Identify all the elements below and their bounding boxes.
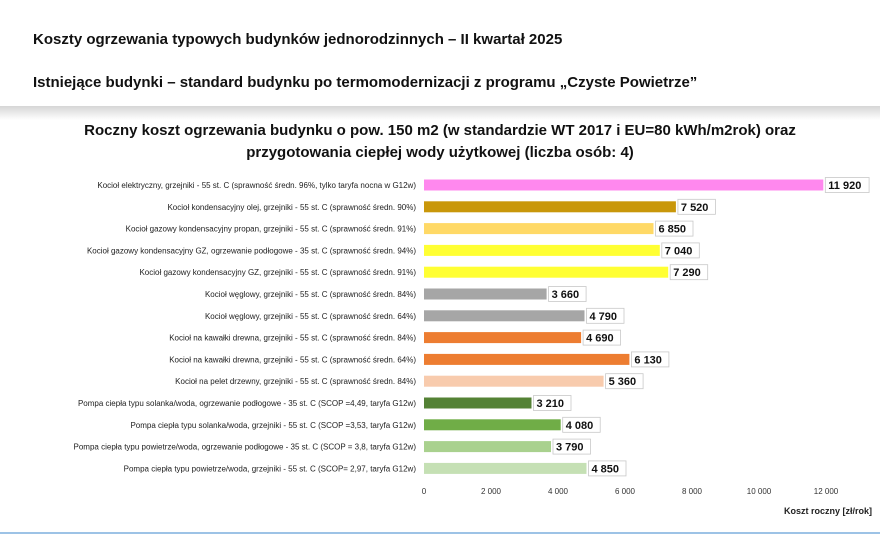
- bar: [424, 441, 551, 452]
- bar: [424, 180, 823, 191]
- x-tick-label: 6 000: [614, 487, 636, 496]
- bar: [424, 332, 581, 343]
- bar: [424, 463, 587, 474]
- x-tick-label: 0: [421, 487, 427, 496]
- category-label: Pompa ciepła typu powietrze/woda, grzejniki - 55 st. C (SCOP= 2,97, taryfa G12w): [123, 464, 416, 474]
- x-tick-label: 10 000: [746, 487, 772, 496]
- category-label: Kocioł węglowy, grzejniki - 55 st. C (sprawność średn. 84%): [204, 290, 416, 299]
- bar: [424, 354, 629, 365]
- bar: [424, 201, 676, 212]
- bar: [424, 419, 561, 430]
- bar: [424, 398, 532, 409]
- page-heading: Koszty ogrzewania typowych budynków jednorodzinnych – II kwartał 2025: [33, 31, 563, 48]
- value-label: 4 850: [591, 463, 620, 476]
- value-label: 11 920: [828, 180, 862, 192]
- bar: [424, 289, 547, 300]
- bar: [424, 245, 660, 256]
- category-label: Kocioł węglowy, grzejniki - 55 st. C (sprawność średn. 64%): [204, 311, 416, 321]
- bar: [424, 376, 604, 387]
- x-axis-label: Koszt roczny [zł/rok]: [784, 506, 873, 516]
- value-label: 3 210: [536, 398, 565, 410]
- category-label: Kocioł na pelet drzewny, grzejniki - 55 st. C (sprawność średn. 84%): [175, 377, 416, 387]
- bar: [424, 223, 654, 234]
- category-label: Kocioł na kawałki drewna, grzejniki - 55 st. C (sprawność średn. 64%): [169, 355, 416, 365]
- value-label: 4 080: [565, 419, 594, 432]
- x-tick-label: 8 000: [681, 487, 703, 496]
- category-label: Pompa ciepła typu powietrze/woda, ogrzewanie podłogowe - 35 st. C (SCOP = 3,8, taryfa G12w): [73, 442, 416, 452]
- category-label: Pompa ciepła typu solanka/woda, ogrzewanie podłogowe - 35 st. C (SCOP =4,49, taryfa G12w): [77, 399, 416, 408]
- value-label: 7 520: [680, 201, 709, 214]
- value-label: 5 360: [608, 376, 637, 389]
- value-label: 7 040: [664, 245, 693, 258]
- chart-title-line-2: przygotowania ciepłej wody użytkowej (liczba osób: 4): [246, 144, 634, 161]
- value-label: 7 290: [673, 267, 701, 280]
- bar: [424, 310, 585, 321]
- value-label: 4 790: [589, 310, 618, 323]
- footer-line: [0, 532, 880, 534]
- value-label: 3 660: [551, 289, 580, 301]
- page-subheading: Istniejące budynki – standard budynku po termomodernizacji z programu „Czyste Powietrze”: [33, 74, 698, 91]
- x-tick-label: 4 000: [547, 487, 569, 496]
- chart-title-line-1: Roczny koszt ogrzewania budynku o pow. 150 m2 (w standardzie WT 2017 i EU=80 kWh/m2rok) oraz: [84, 122, 796, 139]
- value-label: 6 850: [658, 223, 687, 236]
- x-axis-tick-group: [422, 487, 839, 496]
- category-label: Kocioł elektryczny, grzejniki - 55 st. C (sprawność średn. 96%, tylko taryfa nocna w G12w): [97, 181, 416, 190]
- category-label-group: [74, 181, 417, 473]
- x-tick-label: 2 000: [480, 487, 502, 496]
- category-label: Kocioł gazowy kondensacyjny GZ, grzejniki - 55 st. C (sprawność średn. 91%): [139, 268, 416, 278]
- value-label: 6 130: [634, 354, 662, 367]
- category-label: Kocioł na kawałki drewna, grzejniki - 55 st. C (sprawność średn. 84%): [169, 333, 416, 343]
- category-label: Kocioł gazowy kondensacyjny GZ, ogrzewanie podłogowe - 35 st. C (sprawność średn. 94%): [86, 246, 416, 256]
- bar: [424, 267, 668, 278]
- bar-group: [424, 180, 823, 474]
- value-label-group: [534, 178, 870, 476]
- x-tick-label: 12 000: [813, 487, 839, 496]
- category-label: Kocioł gazowy kondensacyjny propan, grzejniki - 55 st. C (sprawność średn. 91%): [125, 224, 416, 234]
- category-label: Pompa ciepła typu solanka/woda, grzejniki - 55 st. C (SCOP =3,53, taryfa G12w): [130, 420, 416, 430]
- value-label: 4 690: [586, 332, 614, 345]
- category-label: Kocioł kondensacyjny olej, grzejniki - 55 st. C (sprawność średn. 90%): [167, 202, 416, 212]
- value-label: 3 790: [556, 441, 584, 454]
